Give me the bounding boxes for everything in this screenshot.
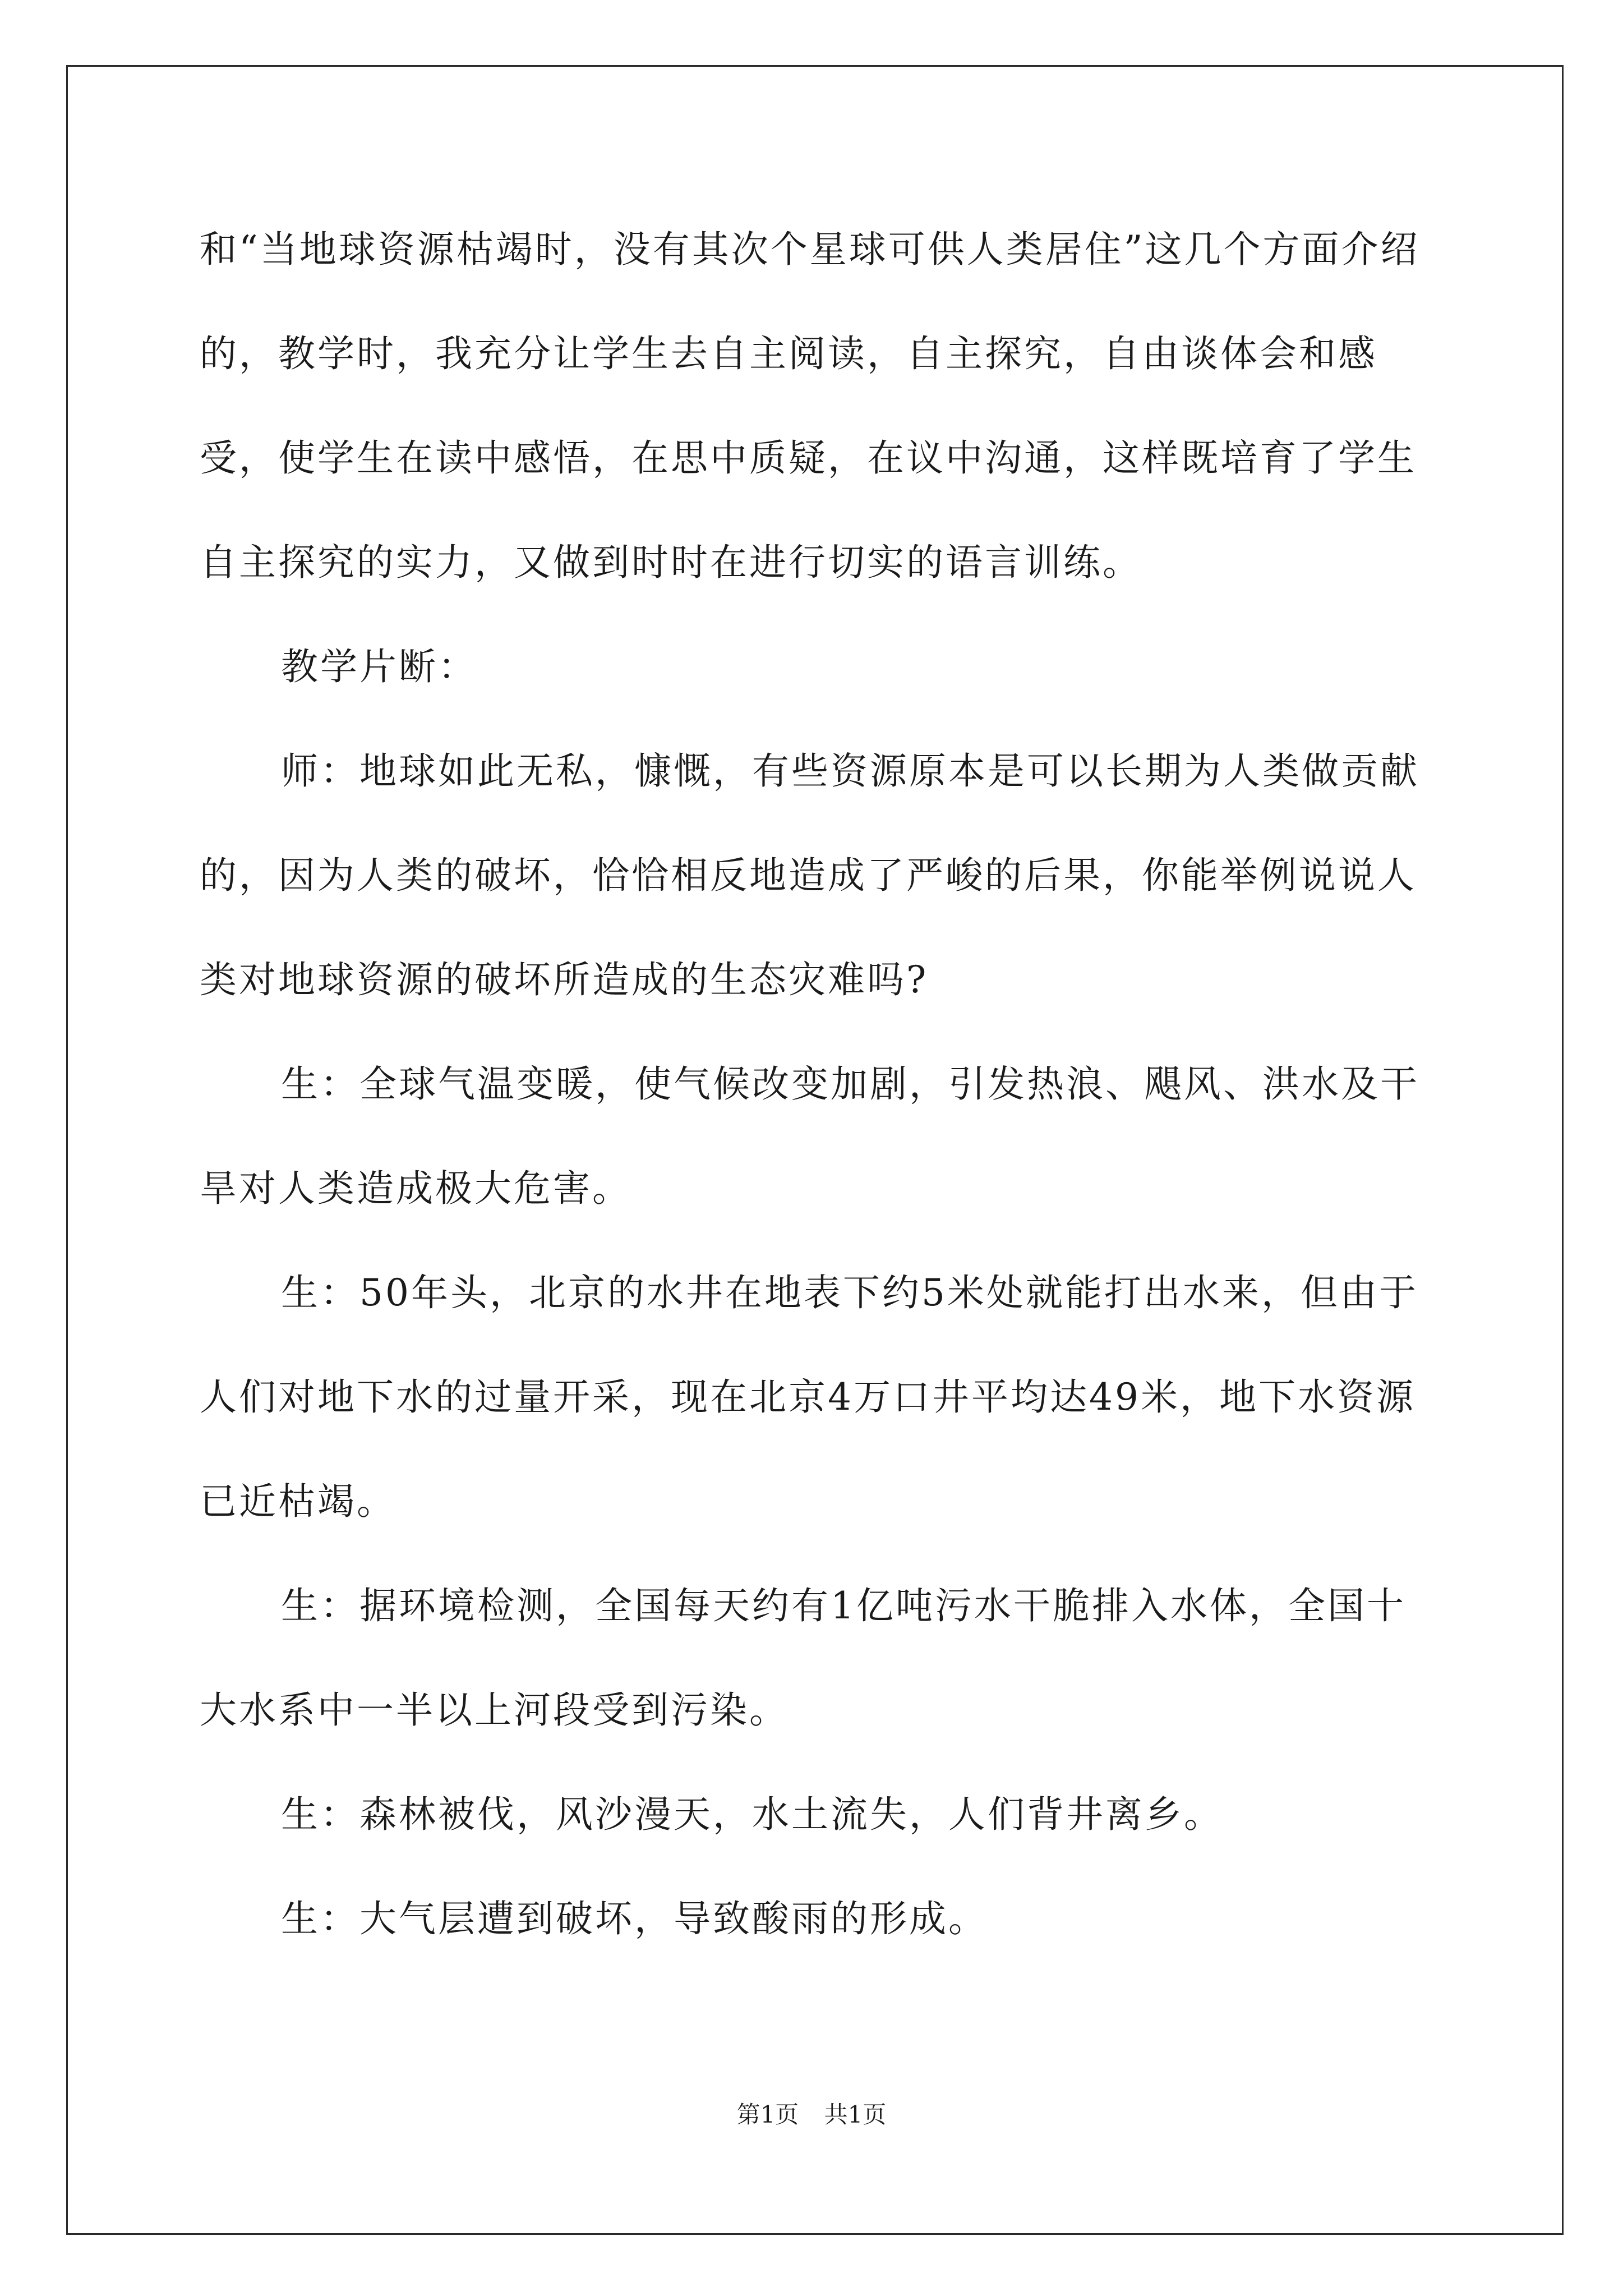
document-body: [200, 197, 1428, 1971]
paragraph-6: 生：据环境检测，全国每天约有1亿吨污水干脆排入水体，全国十大水系中一半以上河段受到污染。: [200, 1584, 1406, 1732]
paragraph-3: 师：地球如此无私，慷慨，有些资源原本是可以长期为人类做贡献的，因为人类的破坏，恰恰相反地造成了严峻的后果，你能举例说说人类对地球资源的破坏所造成的生态灾难吗?: [200, 749, 1419, 1001]
paragraph-8: 生：大气层遭到破坏，导致酸雨的形成。: [281, 1897, 988, 1940]
paragraph-1: 和“当地球资源枯竭时，没有其次个星球可供人类居住”这几个方面介绍的，教学时，我充分让学生去自主阅读，自主探究，自由谈体会和感受，使学生在读中感悟，在思中质疑，在议中沟通，这样既培育了学生自主探究的实力，又做到时时在进行切实的语言训练。: [200, 228, 1420, 584]
paragraph-7: 生：森林被伐，风沙漫天，水土流失，人们背井离乡。: [281, 1793, 1223, 1836]
paragraph-2: 教学片断：: [281, 645, 477, 688]
page-total: 共1页: [824, 2101, 887, 2128]
paragraph-4: 生：全球气温变暖，使气候改变加剧，引发热浪、飓风、洪水及干旱对人类造成极大危害。: [200, 1062, 1419, 1210]
page-footer: [0, 2098, 1623, 2132]
page-number: 第1页: [736, 2101, 799, 2128]
paragraph-5: 生：50年头，北京的水井在地表下约5米处就能打出水来，但由于人们对地下水的过量开采，现在北京4万口井平均达49米，地下水资源已近枯竭。: [200, 1271, 1418, 1523]
